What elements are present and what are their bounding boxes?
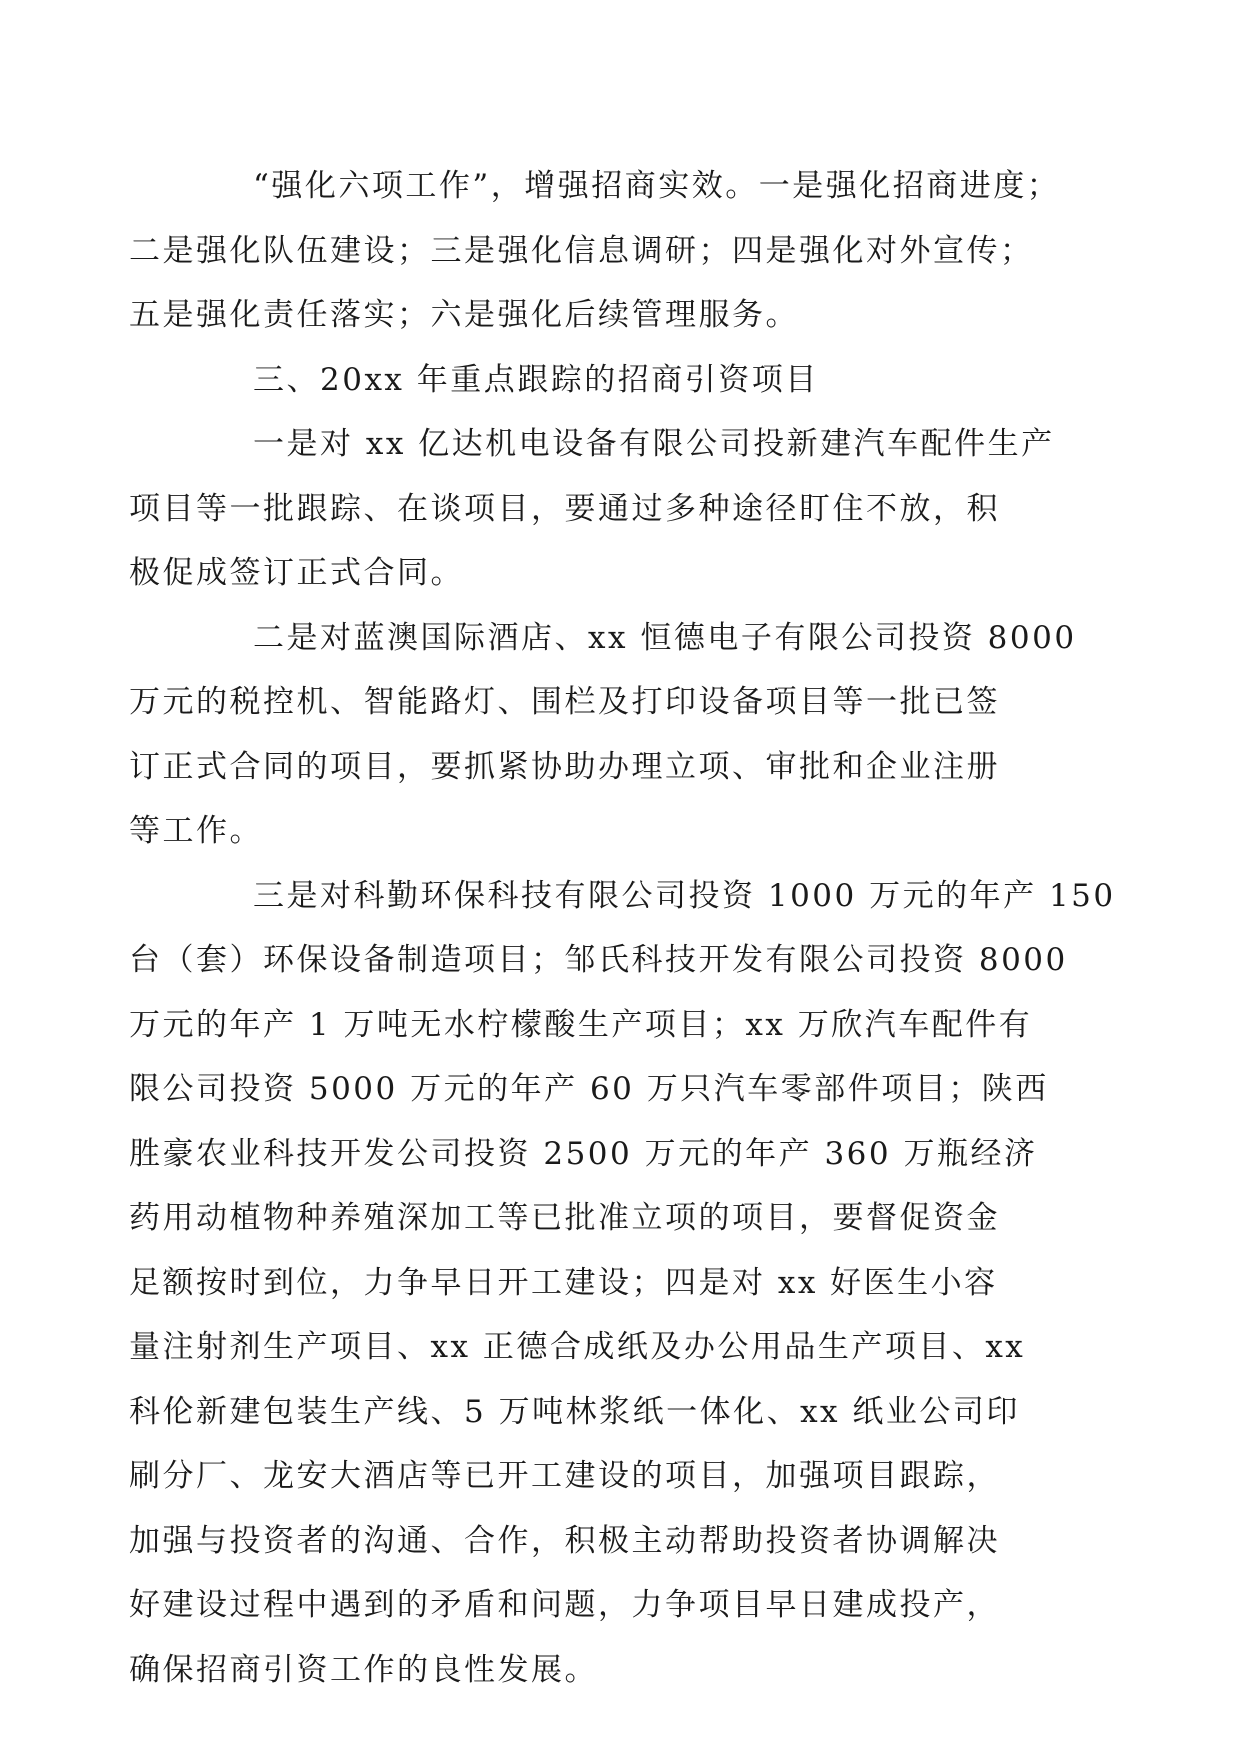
- text-line: 等工作。: [129, 813, 263, 849]
- text-line: 限公司投资 5000 万元的年产 60 万只汽车零部件项目；陕西: [129, 1071, 1049, 1107]
- text-line: 加强与投资者的沟通、合作，积极主动帮助投资者协调解决: [129, 1522, 1000, 1559]
- paragraph-item-two: [129, 606, 1077, 864]
- text-line: 项目等一批跟踪、在谈项目，要通过多种途径盯住不放，积: [129, 490, 1000, 527]
- text-line: 刷分厂、龙安大酒店等已开工建设的项目，加强项目跟踪，: [129, 1458, 1000, 1494]
- text-line: 台（套）环保设备制造项目；邹氏科技开发有限公司投资 8000: [129, 942, 1068, 978]
- text-line: 一是对 xx 亿达机电设备有限公司投新建汽车配件生产: [253, 426, 1055, 462]
- text-line: 量注射剂生产项目、xx 正德合成纸及办公用品生产项目、xx: [129, 1329, 1026, 1365]
- text-line: 万元的年产 1 万吨无水柠檬酸生产项目；xx 万欣汽车配件有: [129, 1006, 1033, 1043]
- text-line: 药用动植物种养殖深加工等已批准立项的项目，要督促资金: [129, 1200, 1000, 1236]
- text-line: 二是强化队伍建设；三是强化信息调研；四是强化对外宣传；: [129, 232, 1034, 269]
- text-line: 订正式合同的项目，要抓紧协助办理立项、审批和企业注册: [129, 748, 1000, 785]
- section-heading-key-projects: [191, 348, 1061, 413]
- text-line: 科伦新建包装生产线、5 万吨林浆纸一体化、xx 纸业公司印: [129, 1393, 1020, 1430]
- paragraph-item-one: [129, 412, 1061, 606]
- text-line: 万元的税控机、智能路灯、围栏及打印设备项目等一批已签: [129, 684, 1000, 720]
- text-line: 胜豪农业科技开发公司投资 2500 万元的年产 360 万瓶经济: [129, 1135, 1038, 1172]
- text-line: 三是对科勤环保科技有限公司投资 1000 万元的年产 150: [253, 877, 1116, 914]
- text-line: 二是对蓝澳国际酒店、xx 恒德电子有限公司投资 8000: [253, 619, 1077, 656]
- text-line: “强化六项工作”，增强招商实效。一是强化招商进度；: [253, 168, 1061, 204]
- text-line: 足额按时到位，力争早日开工建设；四是对 xx 好医生小容: [129, 1264, 998, 1301]
- text-line: 极促成签订正式合同。: [129, 555, 464, 591]
- section-heading: 三、20xx 年重点跟踪的招商引资项目: [253, 361, 819, 398]
- document-body: [129, 154, 1116, 1702]
- text-line: 确保招商引资工作的良性发展。: [129, 1651, 598, 1688]
- paragraph-item-three: [129, 864, 1116, 1703]
- text-line: 好建设过程中遇到的矛盾和问题，力争项目早日建成投产，: [129, 1587, 1000, 1623]
- paragraph-six-tasks: [129, 154, 1061, 348]
- text-line: 五是强化责任落实；六是强化后续管理服务。: [129, 297, 799, 333]
